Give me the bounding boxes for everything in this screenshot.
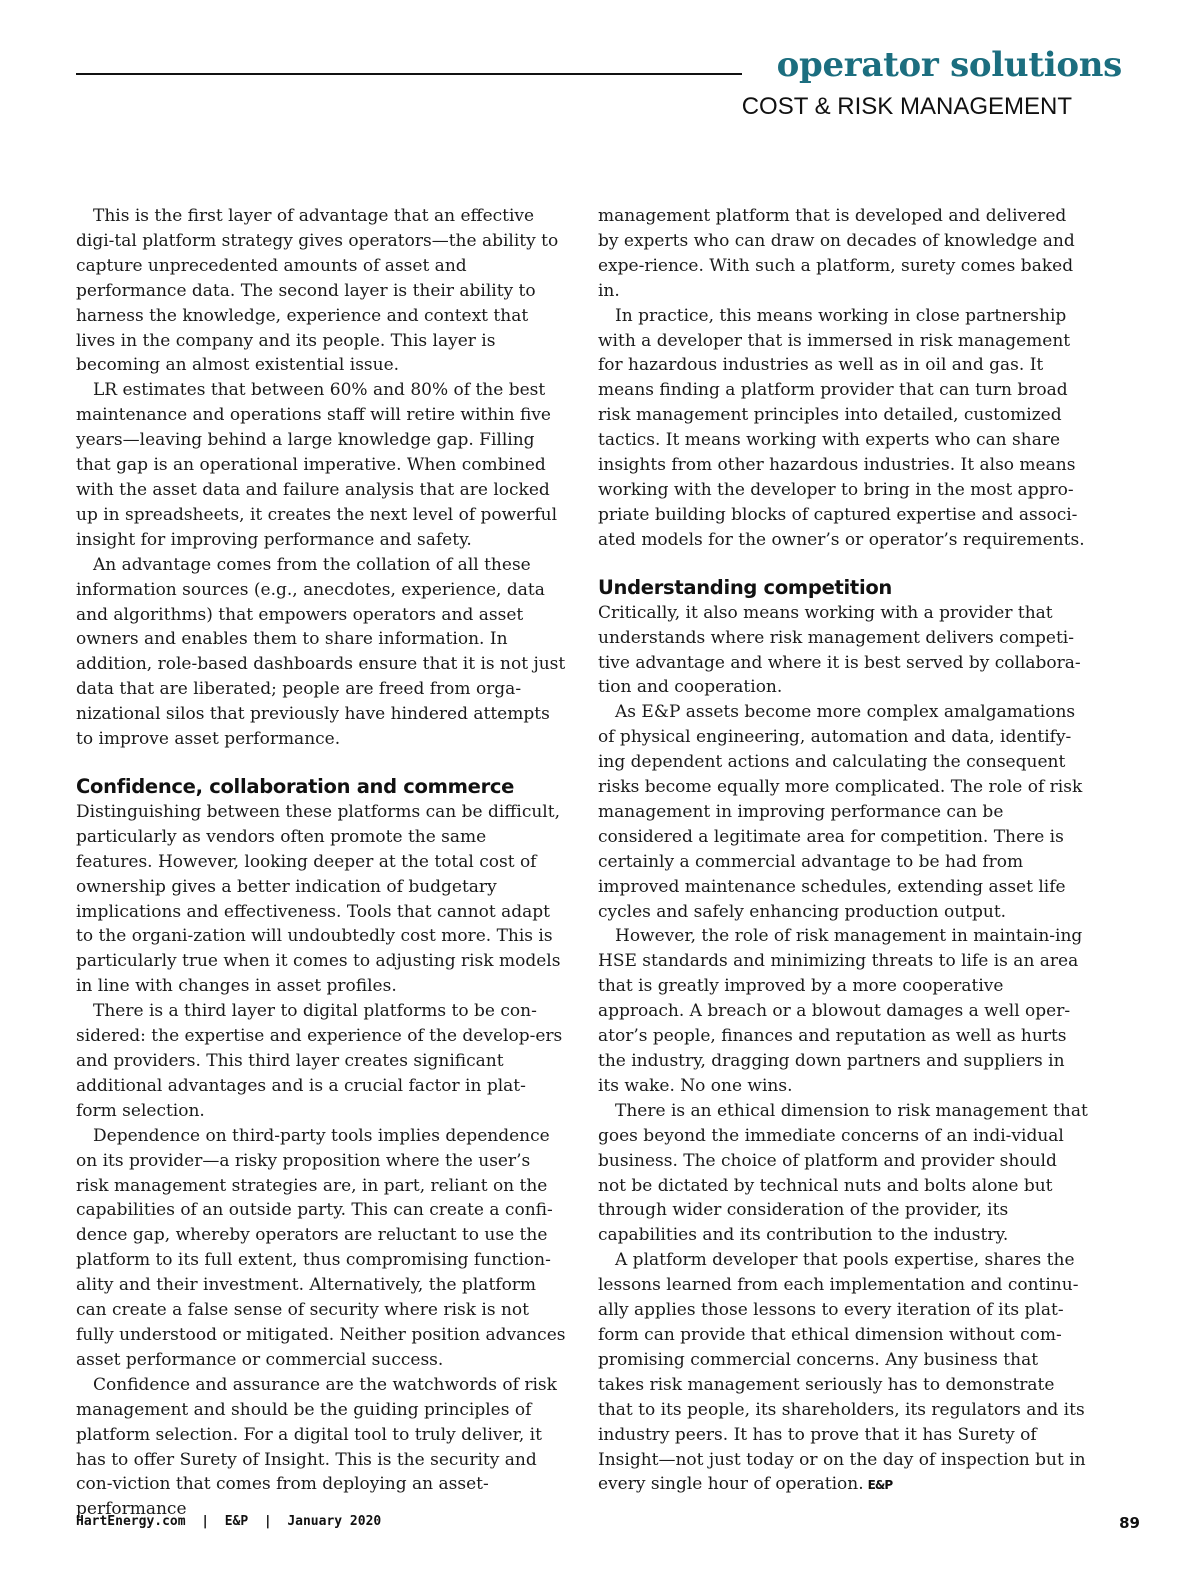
paragraph: As E&P assets become more complex amalgamations of physical engineering, automation and data, identify-ing dependent actions and calculating the consequent risks become equally more complicated. The role of risk management in improving performance can be considered a legitimate area for competition. There is certainly a commercial advantage to be had from improved maintenance schedules, extending asset life cycles and safely enhancing production output. <box>598 702 1083 922</box>
final-paragraph <box>598 1248 1088 1498</box>
paragraph-text: A platform developer that pools expertise, shares the lessons learned from each implementation and continu-ally applies those lessons to every iteration of its plat-form can provide that ethical dimension without com-promising commercial concerns. Any business that takes risk management seriously has to demonstrate that to its people, its shareholders, its regulators and its industry peers. It has to prove that it has Surety of Insight—not just today or on the day of inspection but in every single hour of operation. <box>598 1250 1086 1495</box>
section-title: operator solutions <box>776 45 1122 85</box>
paragraph: Distinguishing between these platforms can be difficult, particularly as vendors often promote the same features. However, looking deeper at the total cost of ownership gives a better indication of budgetary implications and effectiveness. Tools that cannot adapt to the organi-zation will undoubtedly cost more. This is particularly true when it comes to adjusting risk models in line with changes in asset profiles. <box>76 801 561 997</box>
paragraph: Critically, it also means working with a provider that understands where risk management delivers competi-tive advantage and where it is best served by collabora-tion and cooperation. <box>598 602 1081 698</box>
paragraph: Dependence on third-party tools implies dependence on its provider—a risky proposition where the user’s risk management strategies are, in part, reliant on the capabilities of an outside party. This can create a confi-dence gap, whereby operators are reluctant to use the platform to its full extent, thus compromising function-ality and their investment. Alternatively, the platform can create a false sense of security where risk is not fully understood or mitigated. Neither position advances asset performance or commercial success. <box>76 1125 566 1370</box>
paragraph: Confidence and assurance are the watchwords of risk management and should be the guiding principles of platform selection. For a digital tool to truly deliver, it has to offer Surety of Insight. This is the security and con-viction that comes from deploying an asset-performance <box>76 1374 557 1520</box>
subheading: Confidence, collaboration and commerce <box>76 774 515 798</box>
end-mark-logo: E&P <box>867 1478 893 1493</box>
paragraph: This is the first layer of advantage that an effective digi-tal platform strategy gives operators—the ability to capture unprecedented amounts of asset and performance data. The second layer is their ability to harness the knowledge, experience and context that lives in the company and its people. This layer is becoming an almost existential issue. <box>76 206 559 376</box>
page-number: 89 <box>1119 1514 1140 1532</box>
paragraph: There is an ethical dimension to risk management that goes beyond the immediate concerns of an indi-vidual business. The choice of platform and provider should not be dictated by technical nuts and bolts alone but through wider consideration of the provider, its capabilities and its contribution to the industry. <box>598 1100 1088 1246</box>
paragraph: There is a third layer to digital platforms to be con-sidered: the expertise and experience of the develop-ers and providers. This third layer creates significant additional advantages and is a crucial factor in plat-form selection. <box>76 1001 563 1121</box>
header-rule <box>76 73 742 75</box>
right-column <box>598 204 1088 1498</box>
section-subtitle: COST & RISK MANAGEMENT <box>741 93 1072 120</box>
paragraph: management platform that is developed and delivered by experts who can draw on decades of knowledge and expe-rience. With such a platform, surety comes baked in. <box>598 206 1075 301</box>
paragraph: An advantage comes from the collation of all these information sources (e.g., anecdotes, experience, data and algorithms) that empowers operators and asset owners and enables them to share information. In addition, role-based dashboards ensure that it is not just data that are liberated; people are freed from orga-nizational silos that previously have hindered attempts to improve asset performance. <box>76 554 566 750</box>
paragraph: In practice, this means working in close partnership with a developer that is immersed in risk management for hazardous industries as well as in oil and gas. It means finding a platform provider that can turn broad risk management principles into detailed, customized tactics. It means working with experts who can share insights from other hazardous industries. It also means working with the developer to bring in the most appro-priate building blocks of captured expertise and associ-ated models for the owner’s or operator’s requirements. <box>598 305 1085 550</box>
subheading: Understanding competition <box>598 575 893 599</box>
footer-publication: HartEnergy.com | E&P | January 2020 <box>76 1514 382 1529</box>
paragraph: LR estimates that between 60% and 80% of the best maintenance and operations staff will retire within five years—leaving behind a large knowledge gap. Filling that gap is an operational imperative. When combined with the asset data and failure analysis that are locked up in spreadsheets, it creates the next level of powerful insight for improving performance and safety. <box>76 380 558 550</box>
paragraph: However, the role of risk management in maintain-ing HSE standards and minimizing threats to life is an area that is greatly improved by a more cooperative approach. A breach or a blowout damages a well oper-ator’s people, finances and reputation as well as hurts the industry, dragging down partners and suppliers in its wake. No one wins. <box>598 926 1083 1096</box>
left-column <box>76 204 566 1522</box>
